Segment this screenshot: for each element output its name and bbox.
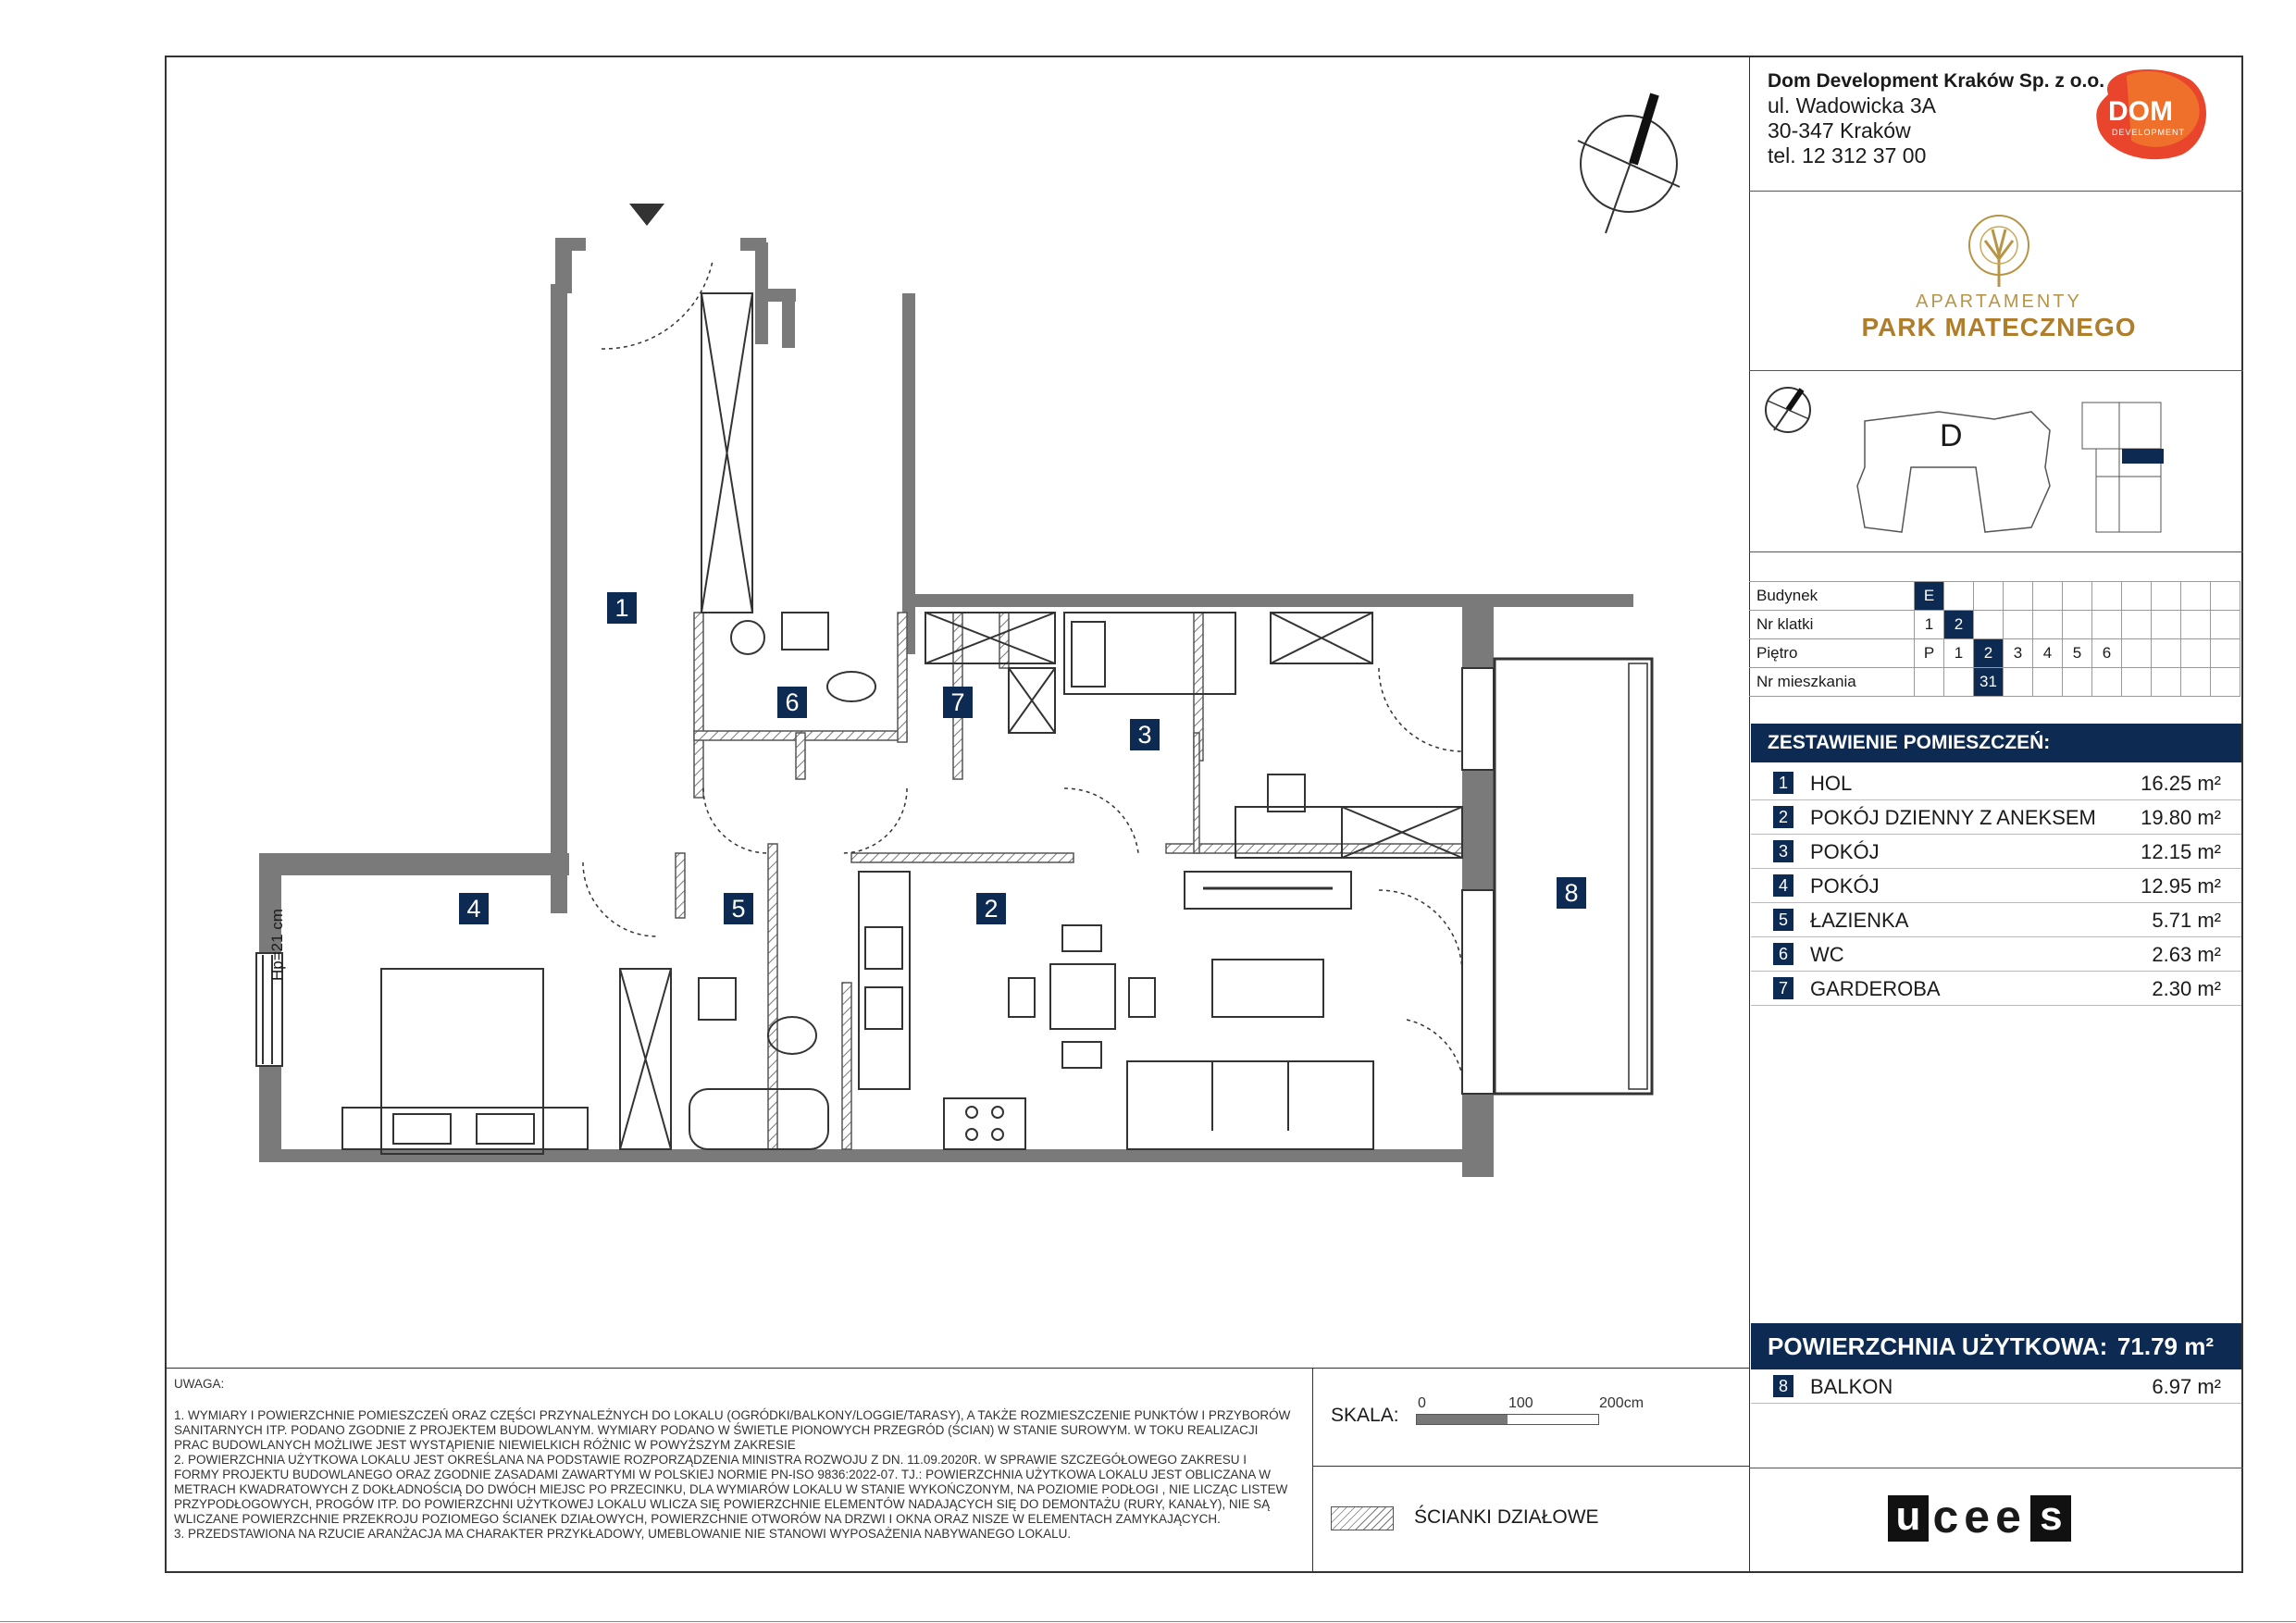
project-logo: [1851, 208, 2147, 342]
cell: [2033, 668, 2063, 697]
key-plan: [1754, 375, 2244, 551]
room-row: [1751, 972, 2241, 1006]
total-value: 71.79 m²: [2116, 1332, 2214, 1360]
plan-room-3: 3: [1130, 719, 1160, 750]
scale-bar: [1416, 1414, 1599, 1425]
row-klatka: [1749, 611, 2240, 639]
cell: [2092, 668, 2122, 697]
company-street: ul. Wadowicka 3A: [1768, 93, 1936, 118]
row-pietro: [1749, 639, 2240, 668]
cell: E: [1915, 582, 1944, 611]
legend-divider: [1312, 1466, 1749, 1467]
plan-room-2: 2: [976, 893, 1006, 924]
sidebar-line-3: [1749, 551, 2243, 552]
row-mieszkanie: [1749, 668, 2240, 697]
plan-room-7: 7: [943, 687, 973, 718]
cell: [2122, 582, 2152, 611]
partition-hatch-swatch: [1331, 1506, 1394, 1530]
location-table: [1749, 581, 2240, 697]
scale-divider: [1312, 1368, 1313, 1573]
note-1: 1. WYMIARY I POWIERZCHNIE POMIESZCZEŃ ORAZ CZĘŚCI PRZYNALEŻNYCH DO LOKALU (OGRÓDKI/BALKONY/LOGGIE/TARASY), A TAKŻE ROZMIESZCZENIE PUNKTÓW I PRZYBORÓW SANITARNYCH ITP. PODANO ZGODNIE Z PROJEKTEM BUDOWLANYM. WYMIARY PODANO W ŚWIETLE PIONOWYCH PRZEGRÓD (ŚCIAN) W STANIE SUROWYM. W TOKU REALIZACJI PRAC BUDOWLANYCH MOŻLIWE JEST WYSTĄPIENIE NIEWIELKICH RÓŻNIC W POWYŻSZYM ZAKRESIE: [174, 1408, 1291, 1452]
room-row: [1751, 835, 2241, 869]
room-name: GARDEROBA: [1810, 977, 1941, 1000]
cell: [2004, 668, 2033, 697]
plan-room-6: 6: [777, 687, 807, 718]
cell: P: [1915, 639, 1944, 668]
room-row: [1751, 766, 2241, 800]
dom-development-logo: [2090, 67, 2212, 163]
room-name: POKÓJ: [1810, 840, 1880, 863]
cell: 2: [1974, 639, 2004, 668]
cell: 3: [2004, 639, 2033, 668]
room-row: [1751, 937, 2241, 972]
keyplan-building-letter: D: [1940, 418, 1963, 453]
cell: [2122, 668, 2152, 697]
room-name: POKÓJ DZIENNY Z ANEKSEM: [1810, 806, 2096, 829]
cell: [2211, 668, 2240, 697]
plan-room-1: 1: [607, 592, 637, 624]
project-line1: APARTAMENTY: [1916, 291, 2082, 312]
cell: [2063, 668, 2092, 697]
room-name: BALKON: [1810, 1375, 1893, 1398]
cell: [2033, 611, 2063, 639]
scale-tick-200: 200cm: [1599, 1395, 1644, 1411]
room-name: WC: [1810, 943, 1844, 966]
cell: [2181, 668, 2211, 697]
room-num: 2: [1773, 806, 1793, 828]
cell: [1944, 582, 1974, 611]
cell: [2181, 582, 2211, 611]
ucees-text: cee: [1932, 1491, 2027, 1542]
entrance-marker: [629, 204, 664, 226]
cell: [2211, 611, 2240, 639]
room-area: 5.71 m²: [2152, 909, 2221, 932]
project-line2: PARK MATECZNEGO: [1861, 313, 2137, 341]
label-pietro: Piętro: [1749, 639, 1915, 668]
cell: [2122, 639, 2152, 668]
compass-icon: [1578, 94, 1680, 233]
scale-label: SKALA:: [1331, 1405, 1399, 1426]
ucees-box-s: s: [2030, 1495, 2071, 1542]
cell: 4: [2033, 639, 2063, 668]
cell: [1915, 668, 1944, 697]
company-city: 30-347 Kraków: [1768, 118, 1911, 142]
note-3: 3. PRZEDSTAWIONA NA RZUCIE ARANŻACJA MA CHARAKTER PRZYKŁADOWY, UMEBLOWANIE NIE STANOWI WYPOSAŻENIA NABYWANEGO LOKALU.: [174, 1527, 1072, 1541]
room-name: HOL: [1810, 772, 1853, 795]
cell: [2122, 611, 2152, 639]
summary-heading: ZESTAWIENIE POMIESZCZEŃ:: [1751, 724, 2241, 762]
cell: [1974, 582, 2004, 611]
room-area: 2.63 m²: [2152, 943, 2221, 966]
room-area: 2.30 m²: [2152, 977, 2221, 1000]
small-compass-icon: [1766, 388, 1810, 432]
cell: 2: [1944, 611, 1974, 639]
room-num: 5: [1773, 909, 1793, 931]
room-num: 1: [1773, 772, 1793, 794]
logo-text-sub: DEVELOPMENT: [2112, 128, 2186, 137]
notes-divider: [165, 1368, 1749, 1369]
cell: 1: [1944, 639, 1974, 668]
total-area: [1751, 1323, 2241, 1369]
room-num: 3: [1773, 840, 1793, 862]
room-row: [1751, 869, 2241, 903]
notes-heading: UWAGA:: [174, 1377, 225, 1391]
cell: [2152, 582, 2181, 611]
cell: [2063, 582, 2092, 611]
cell: [2152, 668, 2181, 697]
ucees-logo: [1888, 1491, 2071, 1542]
cell: [2004, 611, 2033, 639]
cell: [2063, 611, 2092, 639]
cell: [2092, 611, 2122, 639]
plan-room-8: 8: [1557, 877, 1586, 909]
cell: [2033, 582, 2063, 611]
company-name: Dom Development Kraków Sp. z o.o.: [1768, 70, 2105, 92]
logo-text-main: DOM: [2108, 96, 2173, 127]
cell: [2181, 611, 2211, 639]
cell: [2211, 639, 2240, 668]
scale-tick-100: 100: [1508, 1395, 1533, 1411]
room-num: 8: [1773, 1375, 1793, 1397]
balcony-row: [1751, 1369, 2241, 1404]
room-area: 16.25 m²: [2141, 772, 2221, 795]
label-budynek: Budynek: [1749, 582, 1915, 611]
company-info: [1768, 68, 2104, 168]
window-height-note: Hp=21 cm: [268, 909, 286, 981]
label-klatka: Nr klatki: [1749, 611, 1915, 639]
room-name: POKÓJ: [1810, 874, 1880, 898]
plan-room-4: 4: [459, 893, 489, 924]
room-num: 4: [1773, 874, 1793, 897]
room-num: 6: [1773, 943, 1793, 965]
company-phone: tel. 12 312 37 00: [1768, 143, 1927, 167]
partition-legend-label: ŚCIANKI DZIAŁOWE: [1414, 1506, 1599, 1528]
room-area: 19.80 m²: [2141, 806, 2221, 829]
room-row: [1751, 903, 2241, 937]
cell: [2211, 582, 2240, 611]
tree-logo-icon: [1967, 213, 2031, 291]
cell: [2152, 639, 2181, 668]
page-bottom-rule: [0, 1621, 2296, 1622]
cell: [1944, 668, 1974, 697]
room-name: ŁAZIENKA: [1810, 909, 1909, 932]
sidebar-line-1: [1749, 191, 2243, 192]
cell: 31: [1974, 668, 2004, 697]
row-budynek: [1749, 582, 2240, 611]
sidebar-line-2: [1749, 370, 2243, 371]
ucees-box-u: u: [1888, 1495, 1929, 1542]
room-area: 12.95 m²: [2141, 874, 2221, 898]
scale-tick-0: 0: [1418, 1395, 1426, 1411]
room-row: [1751, 800, 2241, 835]
room-num: 7: [1773, 977, 1793, 999]
label-mieszkanie: Nr mieszkania: [1749, 668, 1915, 697]
total-label: POWIERZCHNIA UŻYTKOWA:: [1768, 1332, 2108, 1360]
sidebar-divider: [1749, 56, 1750, 1573]
cell: [2152, 611, 2181, 639]
room-area: 12.15 m²: [2141, 840, 2221, 863]
cell: [2092, 582, 2122, 611]
cell: [2004, 582, 2033, 611]
plan-room-5: 5: [724, 893, 753, 924]
cell: [2181, 639, 2211, 668]
note-2: 2. POWIERZCHNIA UŻYTKOWA LOKALU JEST OKREŚLANA NA PODSTAWIE ROZPORZĄDZENIA MINISTRA ROZWOJU Z DN. 11.09.2020R. W SPRAWIE SZCZEGÓŁOWEGO ZAKRESU I FORMY PROJEKTU BUDOWLANEGO ORAZ ZGODNIE ZASADAMI ZAWARTYMI W POLSKIEJ NORMIE PN-ISO 9836:2022-07. TJ.: POWIERZCHNIA UŻYTKOWA LOKALU JEST OBLICZANA W METRACH KWADRATOWYCH Z DOKŁADNOŚCIĄ DO DWÓCH MIEJSC PO PRZECINKU, DLA WYMIARÓW LOKALU W STANIE WYKOŃCZONYM, NA POZIOMIE PODŁOGI , NIE LICZĄC LISTEW PRZYPODŁOGOWYCH, PROGÓW ITP. DO POWIERZCHNI UŻYTKOWEJ LOKALU WLICZA SIĘ POWIERZCHNIE ELEMENTÓW NADAJĄCYCH SIĘ DO DEMONTAŻU (RURY, KANAŁY), NIE SĄ WLICZANE POWIERZCHNIE PRZEKROJU POZIOMEGO ŚCIANEK DZIAŁOWYCH, POWIERZCHNIE OTWORÓW NA DRZWI I OKNA ORAZ NISZE W ELEMENTACH ZAMYKAJĄCYCH.: [174, 1453, 1288, 1526]
cell: [1974, 611, 2004, 639]
cell: 1: [1915, 611, 1944, 639]
notes: [174, 1377, 1294, 1542]
cell: 6: [2092, 639, 2122, 668]
room-area: 6.97 m²: [2152, 1375, 2221, 1398]
cell: 5: [2063, 639, 2092, 668]
